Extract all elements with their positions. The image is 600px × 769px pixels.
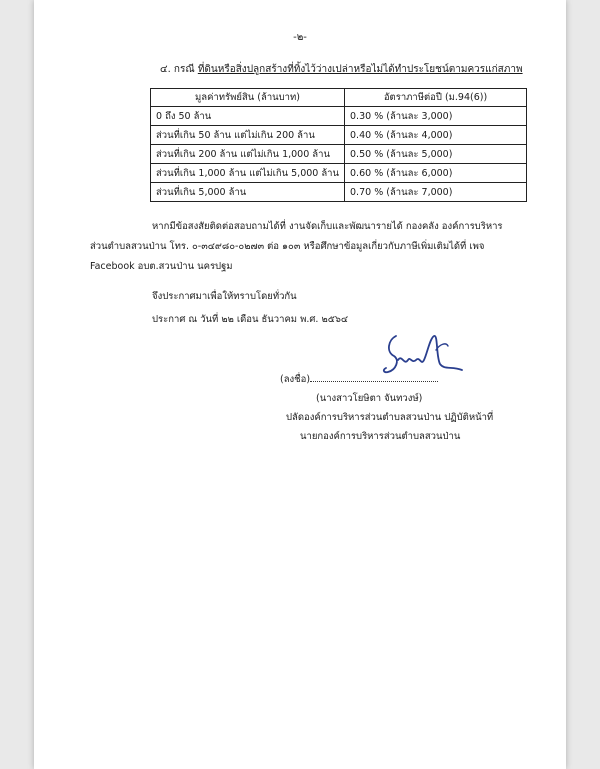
table-cell-rate: 0.70 % (ล้านละ 7,000) xyxy=(345,183,527,202)
signer-position-1: ปลัดองค์การบริหารส่วนตำบลสวนป่าน ปฏิบัติหน้าที่ xyxy=(286,412,494,423)
table-row xyxy=(151,107,527,126)
announcement-date: ประกาศ ณ วันที่ ๒๒ เดือน ธันวาคม พ.ศ. ๒๕๖๔ xyxy=(152,314,349,325)
contact-line-1: หากมีข้อสงสัยติดต่อสอบถามได้ที่ งานจัดเก็บและพัฒนารายได้ กองคลัง องค์การบริหาร xyxy=(152,221,503,232)
table-cell-rate: 0.40 % (ล้านละ 4,000) xyxy=(345,126,527,145)
table-cell-rate: 0.50 % (ล้านละ 5,000) xyxy=(345,145,527,164)
page-number: -๒- xyxy=(293,32,307,43)
announcement-text: จึงประกาศมาเพื่อให้ทราบโดยทั่วกัน xyxy=(152,291,297,302)
table-cell-value: ส่วนที่เกิน 5,000 ล้าน xyxy=(151,183,345,202)
signer-position-2: นายกองค์การบริหารส่วนตำบลสวนป่าน xyxy=(300,431,461,442)
document-page xyxy=(34,0,566,769)
signature-label: (ลงชื่อ) xyxy=(280,374,311,385)
heading-prefix: ๔. กรณี xyxy=(160,64,198,75)
signature-dotted-line xyxy=(310,373,438,382)
table-header-value: มูลค่าทรัพย์สิน (ล้านบาท) xyxy=(151,89,345,107)
table-row xyxy=(151,126,527,145)
signature-line xyxy=(280,372,438,387)
table-header-rate: อัตราภาษีต่อปี (ม.94(6)) xyxy=(345,89,527,107)
table-row xyxy=(151,145,527,164)
signer-name: (นางสาวโยษิตา จันทวงษ์) xyxy=(316,393,423,404)
section-heading xyxy=(160,62,523,77)
table-cell-value: ส่วนที่เกิน 200 ล้าน แต่ไม่เกิน 1,000 ล้าน xyxy=(151,145,345,164)
contact-line-3: Facebook อบต.สวนป่าน นครปฐม xyxy=(90,261,233,272)
table-header-row xyxy=(151,89,527,107)
table-cell-value: ส่วนที่เกิน 1,000 ล้าน แต่ไม่เกิน 5,000 ล้าน xyxy=(151,164,345,183)
table-cell-rate: 0.60 % (ล้านละ 6,000) xyxy=(345,164,527,183)
table-cell-value: 0 ถึง 50 ล้าน xyxy=(151,107,345,126)
contact-line-2: ส่วนตำบลสวนป่าน โทร. ๐-๓๔๙๘๐-๐๒๗๓ ต่อ ๑๐๓ หรือศึกษาข้อมูลเกี่ยวกับภาษีเพิ่มเติมได้ที่ เพจ xyxy=(90,241,485,252)
table-row xyxy=(151,164,527,183)
table-cell-value: ส่วนที่เกิน 50 ล้าน แต่ไม่เกิน 200 ล้าน xyxy=(151,126,345,145)
table-cell-rate: 0.30 % (ล้านละ 3,000) xyxy=(345,107,527,126)
table-row xyxy=(151,183,527,202)
tax-rate-table xyxy=(150,88,527,202)
heading-underlined: ที่ดินหรือสิ่งปลูกสร้างที่ทิ้งไว้ว่างเปล่าหรือไม่ได้ทำประโยชน์ตามควรแก่สภาพ xyxy=(197,64,523,75)
